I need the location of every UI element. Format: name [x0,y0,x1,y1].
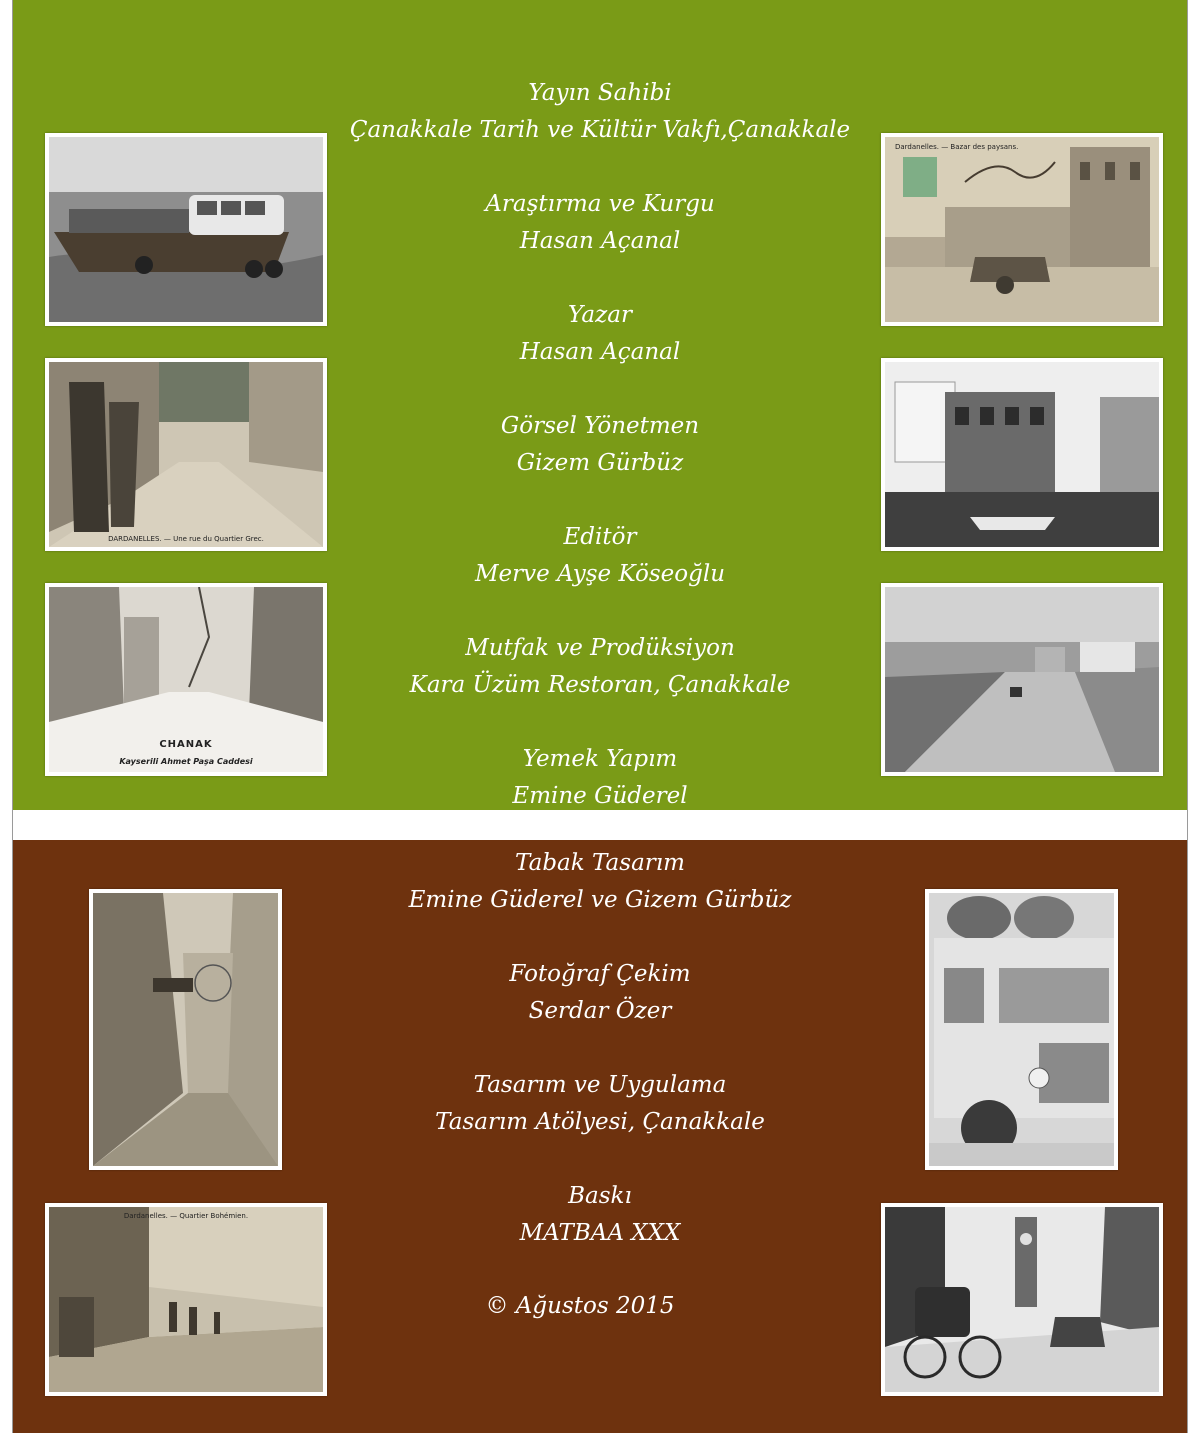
waterfront-house-image [885,362,1159,547]
credit-name: Gizem Gürbüz [516,450,684,476]
photo-waterfront-house [881,358,1163,551]
credit-cooking [300,741,900,815]
credit-kitchen [300,630,900,704]
clock-tower-image [885,1207,1159,1392]
photo-caption: Dardanelles. — Bazar des paysans. [895,143,1019,151]
credit-name: Kara Üzüm Restoran, Çanakkale [409,672,791,698]
photo-caption: DARDANELLES. — Une rue du Quartier Grec. [108,535,264,543]
credit-role: Tabak Tasarım [515,850,685,876]
photo-bohemian-quarter [45,1203,327,1396]
credits-list-bottom [300,845,900,1252]
bus-image [929,893,1114,1166]
greek-street-image [49,362,323,547]
credit-photography [300,956,900,1030]
photo-ferry [45,133,327,326]
credit-role: Yazar [568,302,632,328]
photo-coast-road [881,583,1163,776]
credit-name: Merve Ayşe Köseoğlu [474,561,726,587]
old-street-image [93,893,278,1166]
photo-chanak-street [45,583,327,776]
credit-print [300,1178,900,1252]
photo-caption: Kayserili Ahmet Paşa Caddesi [119,757,253,766]
credit-role: Araştırma ve Kurgu [485,191,715,217]
credit-research [300,186,900,260]
credit-design [300,1067,900,1141]
photo-caption: Dardanelles. — Quartier Bohémien. [123,1212,249,1220]
bohemian-quarter-image [49,1207,323,1392]
credit-name: Emine Güderel ve Gizem Gürbüz [408,887,792,913]
credit-publisher [300,75,900,149]
credit-name: Çanakkale Tarih ve Kültür Vakfı,Çanakkale [349,117,851,143]
copyright-line: © Ağustos 2015 [485,1293,675,1319]
credit-role: Fotoğraf Çekim [509,961,691,987]
photo-old-street [89,889,282,1170]
photo-bazaar [881,133,1163,326]
coast-road-image [885,587,1159,772]
credit-role: Editör [563,524,637,550]
credit-name: Hasan Açanal [519,228,681,254]
credit-role: Mutfak ve Prodüksiyon [465,635,735,661]
credit-name: Hasan Açanal [519,339,681,365]
credit-plate-design [300,845,900,919]
credit-role: Yemek Yapım [522,746,678,772]
photo-greek-street [45,358,327,551]
photo-bus [925,889,1118,1170]
credit-editor [300,519,900,593]
photo-title: CHANAK [159,739,213,750]
credit-role: Baskı [568,1183,632,1209]
credit-visual-director [300,408,900,482]
credit-role: Tasarım ve Uygulama [473,1072,727,1098]
credit-name: Serdar Özer [528,998,672,1024]
credit-name: Emine Güderel [512,783,688,809]
photo-clock-tower [881,1203,1163,1396]
bazaar-image [885,137,1159,322]
credit-author [300,297,900,371]
credit-name: Tasarım Atölyesi, Çanakkale [435,1109,765,1135]
credit-role: Görsel Yönetmen [500,413,700,439]
credits-list-top [300,75,900,815]
ferry-image [49,137,323,322]
credit-name: MATBAA XXX [519,1220,681,1246]
credit-role: Yayın Sahibi [528,80,672,106]
